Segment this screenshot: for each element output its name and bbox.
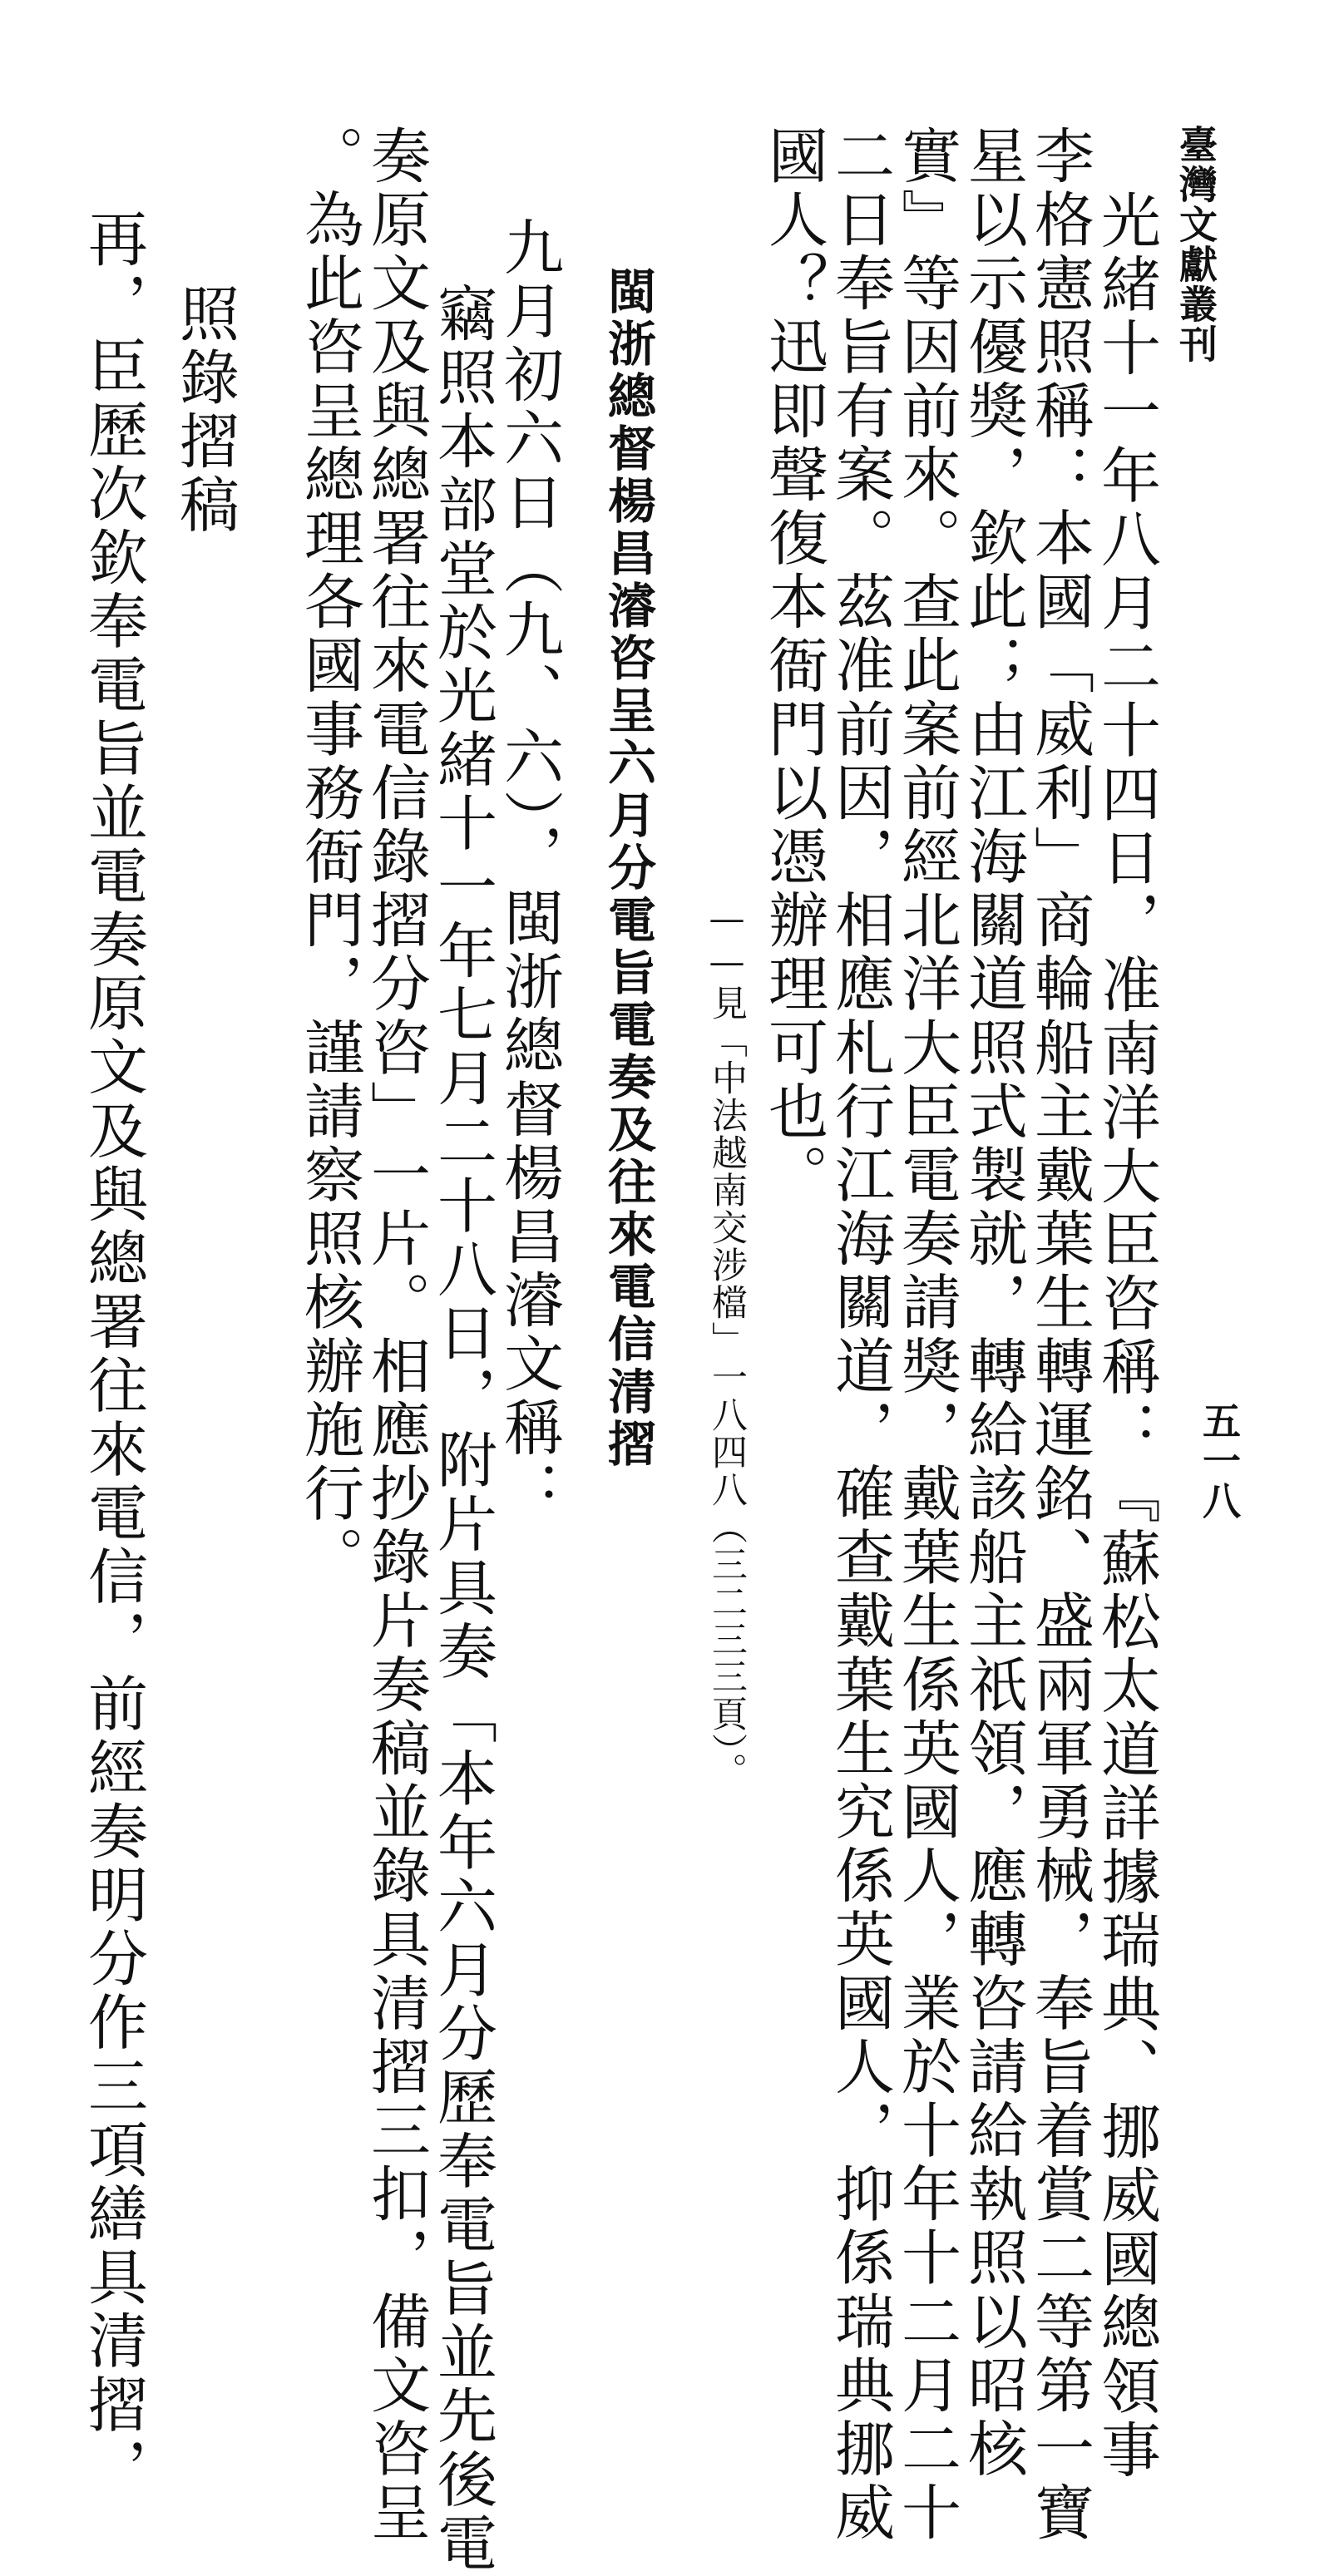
page-number: 五一八 (1197, 1401, 1242, 1521)
text-line: 星以示優獎，欽此；由江海關道照式製就，轉給該船主祇領，應轉咨請給執照以昭核 (958, 125, 1028, 2482)
text-line: 竊照本部堂於光緒十一年七月二十八日，附片具奏「本年六月分歷奉電旨並先後電 (427, 283, 497, 2576)
text-line: 李格憲照稱：本國「威利」商輪船主戴葉生轉運銘、盛兩軍勇械，奉旨着賞二等第一寶 (1025, 125, 1094, 2545)
text-line: 九月初六日（九、六），閩浙總督楊昌濬文稱： (494, 216, 564, 1524)
section-title: 閩浙總督楊昌濬咨呈六月分電旨電奏及往來電信清摺 (600, 266, 656, 1471)
text-line: 國人？迅即聲復本衙門以憑辦理可也。 (758, 125, 828, 1208)
text-line: 光緒十一年八月二十四日，准南洋大臣咨稱：『蘇松太道詳據瑞典、挪威國總領事 (1091, 190, 1161, 2483)
text-line: 實』等因前來。查此案前經北洋大臣電奏請獎，戴葉生係英國人，業於十年十二月二十 (892, 125, 961, 2545)
text-line: 再，臣歷次欽奉電旨並電奏原文及與總署往來電信，前經奏明分作三項繕具清摺， (78, 208, 148, 2501)
journal-title: 臺灣文獻叢刊 (1174, 125, 1218, 364)
text-line: 二日奉旨有案。茲准前因，相應札行江海關道，確查戴葉生究係英國人，抑係瑞典挪威 (825, 125, 895, 2545)
source-citation: ——見「中法越南交涉檔」一八四八（三二三三頁）。 (706, 898, 748, 1790)
section-label: 照錄摺稿 (170, 283, 240, 538)
text-line: 奏原文及與總署往來電信錄摺分咨」一片。相應抄錄片奏稿並錄具清摺三扣，備文咨呈 (361, 125, 431, 2545)
text-line: 。為此咨呈總理各國事務衙門，謹請察照核辦施行。 (294, 125, 364, 1590)
